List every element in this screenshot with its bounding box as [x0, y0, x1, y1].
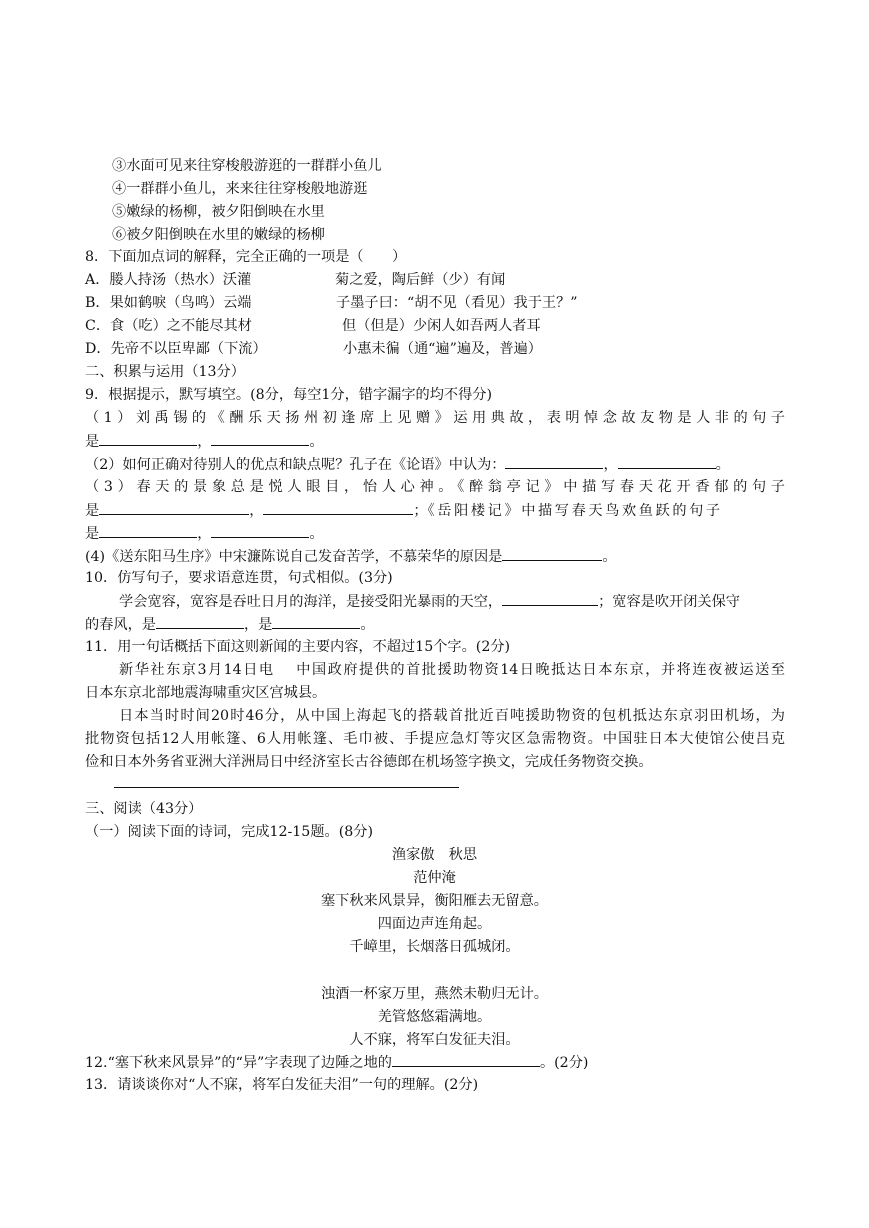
q8-b-left: B．果如鹤唳（鸟鸣）云端 [85, 295, 252, 311]
q9-4-line [85, 546, 617, 567]
news-p1-line1: 新华社东京3月14日电 中国政府提供的首批援助物资14日晚抵达日本东京，并将连夜被运送至 [119, 662, 785, 678]
q9-stem: 9．根据提示，默写填空。(8分，每空1分，错字漏字的均不得分) [85, 387, 493, 403]
q9-4-prefix: (4)《送东阳马生序》中宋濂陈说自己发奋苦学，不慕荣华的原因是 [85, 549, 503, 565]
q13-stem: 13．请谈谈你对“人不寐，将军白发征夫泪”一句的理解。(2分) [85, 1077, 479, 1093]
poem-line: 千嶂里，长烟落日孤城闭。 [349, 939, 520, 955]
period: 。 [309, 434, 324, 450]
q10-line2-prefix: 的春风，是 [85, 617, 156, 633]
q12-prefix: 12.“塞下秋来风景异”的“异”字表现了边陲之地的 [85, 1055, 392, 1071]
q10-line1-suffix: ；宽容是吹开闭关保守 [598, 594, 740, 610]
q8-a-left: A．媵人持汤（热水）沃灌 [85, 272, 252, 288]
answer-blank[interactable] [99, 431, 197, 446]
news-p2-line2: 批物资包括12人用帐篷、6人用帐篷、毛巾被、手提应急灯等灾区急需物资。中国驻日本大使馆公使吕克 [85, 731, 785, 747]
q8-a-right: 菊之爱，陶后鲜（少）有闻 [335, 272, 506, 288]
q9-1-line1: （1）刘禹锡的《酬乐天扬州初逢席上见赠》运用典故，表明悼念故友物是人非的句子 [85, 410, 785, 426]
poem-author: 范仲淹 [413, 870, 456, 886]
poem-line: 浊酒一杯家万里，燕然未勒归无计。 [320, 986, 548, 1002]
poem-line: 羌管悠悠霜满地。 [377, 1009, 492, 1025]
q10-line2-mid: ，是 [243, 617, 273, 633]
q9-1-line2 [85, 431, 324, 452]
q8-b-right: 子墨子曰：“胡不见（看见）我于王？” [336, 295, 578, 311]
q9-3-line3 [85, 523, 324, 544]
option-4: ④一群群小鱼儿，来来往往穿梭般地游逛 [112, 181, 368, 197]
q8-c-left: C．食（吃）之不能尽其材 [85, 318, 252, 334]
q9-2-line [85, 454, 730, 475]
q8-d-right: 小惠未徧（通“遍”遍及，普遍） [343, 341, 542, 357]
q12-suffix: 。(2分) [539, 1055, 589, 1071]
poem-line: 人不寐，将军白发征夫泪。 [349, 1032, 520, 1048]
q10-line1 [119, 591, 740, 612]
answer-blank[interactable] [618, 454, 716, 469]
period: 。 [309, 526, 324, 542]
q8-c-right: 但（但是）少闲人如吾两人者耳 [342, 318, 541, 334]
poem-line: 塞下秋来风景异，衡阳雁去无留意。 [320, 893, 548, 909]
q9-2-prefix: （2）如何正确对待别人的优点和缺点呢？孔子在《论语》中认为： [85, 457, 506, 473]
answer-blank[interactable] [211, 523, 309, 538]
answer-blank[interactable] [272, 614, 360, 629]
q8-d-left: D．先帝不以臣卑鄙（下流） [85, 341, 267, 357]
q10-line1-prefix: 学会宽容，宽容是吞吐日月的海洋，是接受阳光暴雨的天空， [119, 594, 503, 610]
answer-blank[interactable] [99, 500, 249, 515]
comma: ， [197, 526, 212, 542]
period: 。 [715, 457, 730, 473]
q10-stem: 10．仿写句子，要求语意连贯，句式相似。(3分) [85, 570, 393, 586]
section2-heading: 二、积累与运用（13分） [85, 364, 245, 380]
section3-sub1: （一）阅读下面的诗词，完成12-15题。(8分) [85, 824, 373, 840]
q9-3-prefix2: 是 [85, 526, 100, 542]
option-6: ⑥被夕阳倒映在水里的嫩绿的杨柳 [112, 227, 325, 243]
poem-title: 渔家傲 秋思 [391, 847, 478, 863]
answer-blank[interactable] [502, 591, 598, 606]
news-p2-line3: 俭和日本外务省亚洲大洋洲局日中经济室长古谷德郎在机场签字换文，完成任务物资交换。 [85, 754, 653, 770]
option-5: ⑤嫩绿的杨柳，被夕阳倒映在水里 [112, 204, 325, 220]
option-3: ③水面可见来往穿梭般游逛的一群群小鱼儿 [112, 158, 382, 174]
answer-blank[interactable] [392, 1052, 540, 1067]
answer-blank[interactable] [263, 500, 413, 515]
news-p1-line2: 日本东京北部地震海啸重灾区宫城县。 [85, 685, 327, 701]
section3-heading: 三、阅读（43分） [85, 801, 203, 817]
answer-blank[interactable] [502, 546, 602, 561]
answer-line[interactable] [114, 787, 459, 788]
q8-stem: 8．下面加点词的解释，完全正确的一项是（ ） [85, 249, 407, 265]
answer-blank[interactable] [505, 454, 603, 469]
q10-line2 [85, 614, 375, 635]
q9-3-line2 [85, 500, 723, 521]
comma: ， [249, 503, 264, 519]
news-p2-line1: 日本当时时间20时46分，从中国上海起飞的搭载首批近百吨援助物资的包机抵达东京羽田机场，为 [119, 708, 785, 724]
comma: ， [603, 457, 618, 473]
poem-line: 四面边声连角起。 [377, 916, 492, 932]
q11-stem: 11．用一句话概括下面这则新闻的主要内容，不超过15个字。(2分) [85, 639, 511, 655]
comma: ， [197, 434, 212, 450]
q9-3-prefix: 是 [85, 503, 100, 519]
answer-blank[interactable] [211, 431, 309, 446]
semicolon: ； [413, 503, 428, 519]
period: 。 [602, 549, 617, 565]
q12-line [85, 1052, 588, 1073]
answer-blank[interactable] [156, 614, 244, 629]
period: 。 [360, 617, 375, 633]
answer-blank[interactable] [99, 523, 197, 538]
q9-1-prefix: 是 [85, 434, 100, 450]
q9-3-suffix: 《岳阳楼记》中描写春天鸟欢鱼跃的句子 [427, 503, 723, 519]
q9-3-line1: （3）春天的景象总是悦人眼目，怡人心神。《醉翁亭记》中描写春天花开香郁的句子 [85, 479, 785, 495]
